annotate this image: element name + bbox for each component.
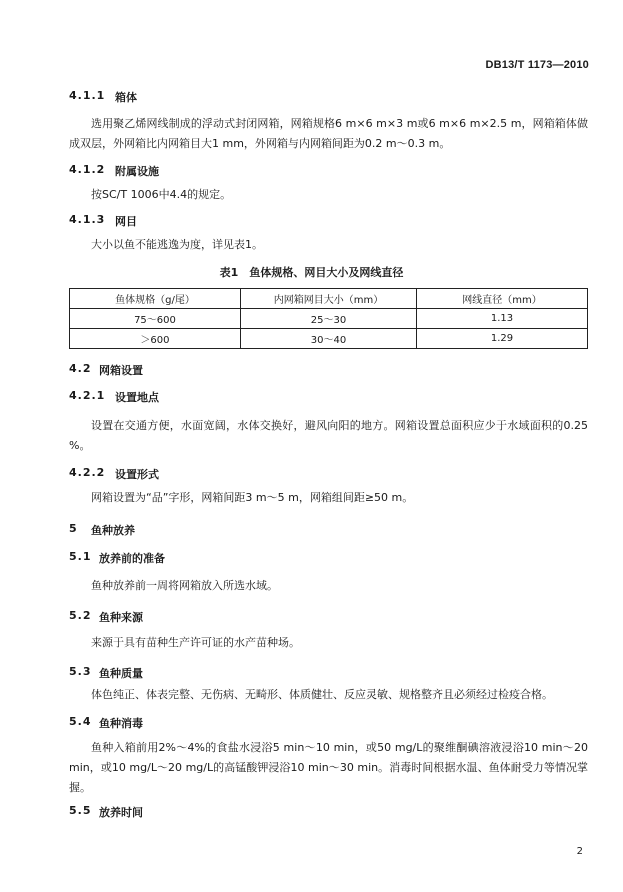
paragraph-mesh: 大小以鱼不能逃逸为度，详见表1。: [91, 238, 263, 251]
spec-table: [69, 288, 588, 349]
table-row: [70, 329, 588, 349]
section-title: 鱼种消毒: [99, 717, 143, 730]
table-header-cell: 鱼体规格（g/尾）: [70, 289, 241, 309]
section-heading-5-3: [69, 665, 143, 681]
paragraph-layout: 网箱设置为“品”字形，网箱间距3 m～5 m，网箱组间距≥50 m。: [91, 491, 414, 504]
section-title: 设置形式: [115, 468, 159, 481]
section-heading-5-1: [69, 550, 165, 566]
table-cell: 1.13: [417, 309, 588, 329]
section-number: 5.1: [69, 550, 92, 563]
section-number: 4.1.3: [69, 213, 106, 226]
section-heading-4-1-1: [69, 89, 137, 105]
table-header-row: [70, 289, 588, 309]
standard-code: DB13/T 1173—2010: [485, 59, 589, 71]
section-number: 4.2.2: [69, 466, 106, 479]
paragraph-preparation: 鱼种放养前一周将网箱放入所选水域。: [91, 579, 278, 592]
table-cell: 30～40: [240, 329, 416, 349]
section-title: 网箱设置: [99, 364, 143, 377]
paragraph-enclosure: 选用聚乙烯网线制成的浮动式封闭网箱，网箱规格6 m×6 m×3 m或6 m×6 m×2.5 m，网箱箱体做成双层，外网箱比内网箱目大1 mm，外网箱与内网箱间距为0.2 m～0.3 m。: [69, 117, 588, 150]
section-heading-4-2-2: [69, 466, 159, 482]
paragraph-quality: 体色纯正、体表完整、无伤病、无畸形、体质健壮、反应灵敏、规格整齐且必须经过检疫合格。: [91, 688, 553, 701]
page-number: 2: [576, 846, 583, 857]
section-number: 4.1.1: [69, 89, 106, 102]
section-number: 4.1.2: [69, 163, 106, 176]
section-number: 5: [69, 522, 78, 535]
section-number: 5.5: [69, 804, 92, 817]
section-title: 附属设施: [115, 165, 159, 178]
paragraph-attachments: 按SC/T 1006中4.4的规定。: [91, 188, 232, 201]
section-title: 箱体: [115, 91, 137, 104]
table-header-cell: 内网箱网目大小（mm）: [240, 289, 416, 309]
paragraph-disinfection: 鱼种入箱前用2%～4%的食盐水浸浴5 min～10 min，或50 mg/L的聚维酮碘溶液浸浴10 min～20 min，或10 mg/L～20 mg/L的高锰酸钾浸浴10 min～30 min。消毒时间根据水温、鱼体耐受力等情况掌握。: [69, 741, 588, 794]
table-header-cell: 网线直径（mm）: [417, 289, 588, 309]
section-title: 放养前的准备: [99, 552, 165, 565]
section-title: 鱼种质量: [99, 667, 143, 680]
paragraph-source: 来源于具有苗种生产许可证的水产苗种场。: [91, 636, 300, 649]
section-number: 5.4: [69, 715, 92, 728]
table-cell: ＞600: [70, 329, 241, 349]
section-number: 5.2: [69, 609, 92, 622]
section-heading-5-2: [69, 609, 143, 625]
table-caption: 表1 鱼体规格、网目大小及网线直径: [219, 266, 404, 279]
section-heading-5-5: [69, 804, 143, 820]
section-heading-4-2: [69, 362, 143, 378]
section-heading-4-2-1: [69, 389, 159, 405]
section-heading-4-1-3: [69, 213, 137, 229]
section-number: 4.2: [69, 362, 92, 375]
table-cell: 25～30: [240, 309, 416, 329]
section-number: 5.3: [69, 665, 92, 678]
table-row: [70, 309, 588, 329]
section-heading-5-4: [69, 715, 143, 731]
table-cell: 1.29: [417, 329, 588, 349]
section-number: 4.2.1: [69, 389, 106, 402]
section-title: 设置地点: [115, 391, 159, 404]
section-heading-5: [69, 522, 135, 538]
paragraph-location: 设置在交通方便，水面宽阔，水体交换好，避风向阳的地方。网箱设置总面积应少于水域面积的0.25 %。: [69, 419, 588, 452]
section-heading-4-1-2: [69, 163, 159, 179]
section-title: 鱼种来源: [99, 611, 143, 624]
table-cell: 75～600: [70, 309, 241, 329]
section-title: 鱼种放养: [91, 524, 135, 537]
section-title: 放养时间: [99, 806, 143, 819]
section-title: 网目: [115, 215, 137, 228]
